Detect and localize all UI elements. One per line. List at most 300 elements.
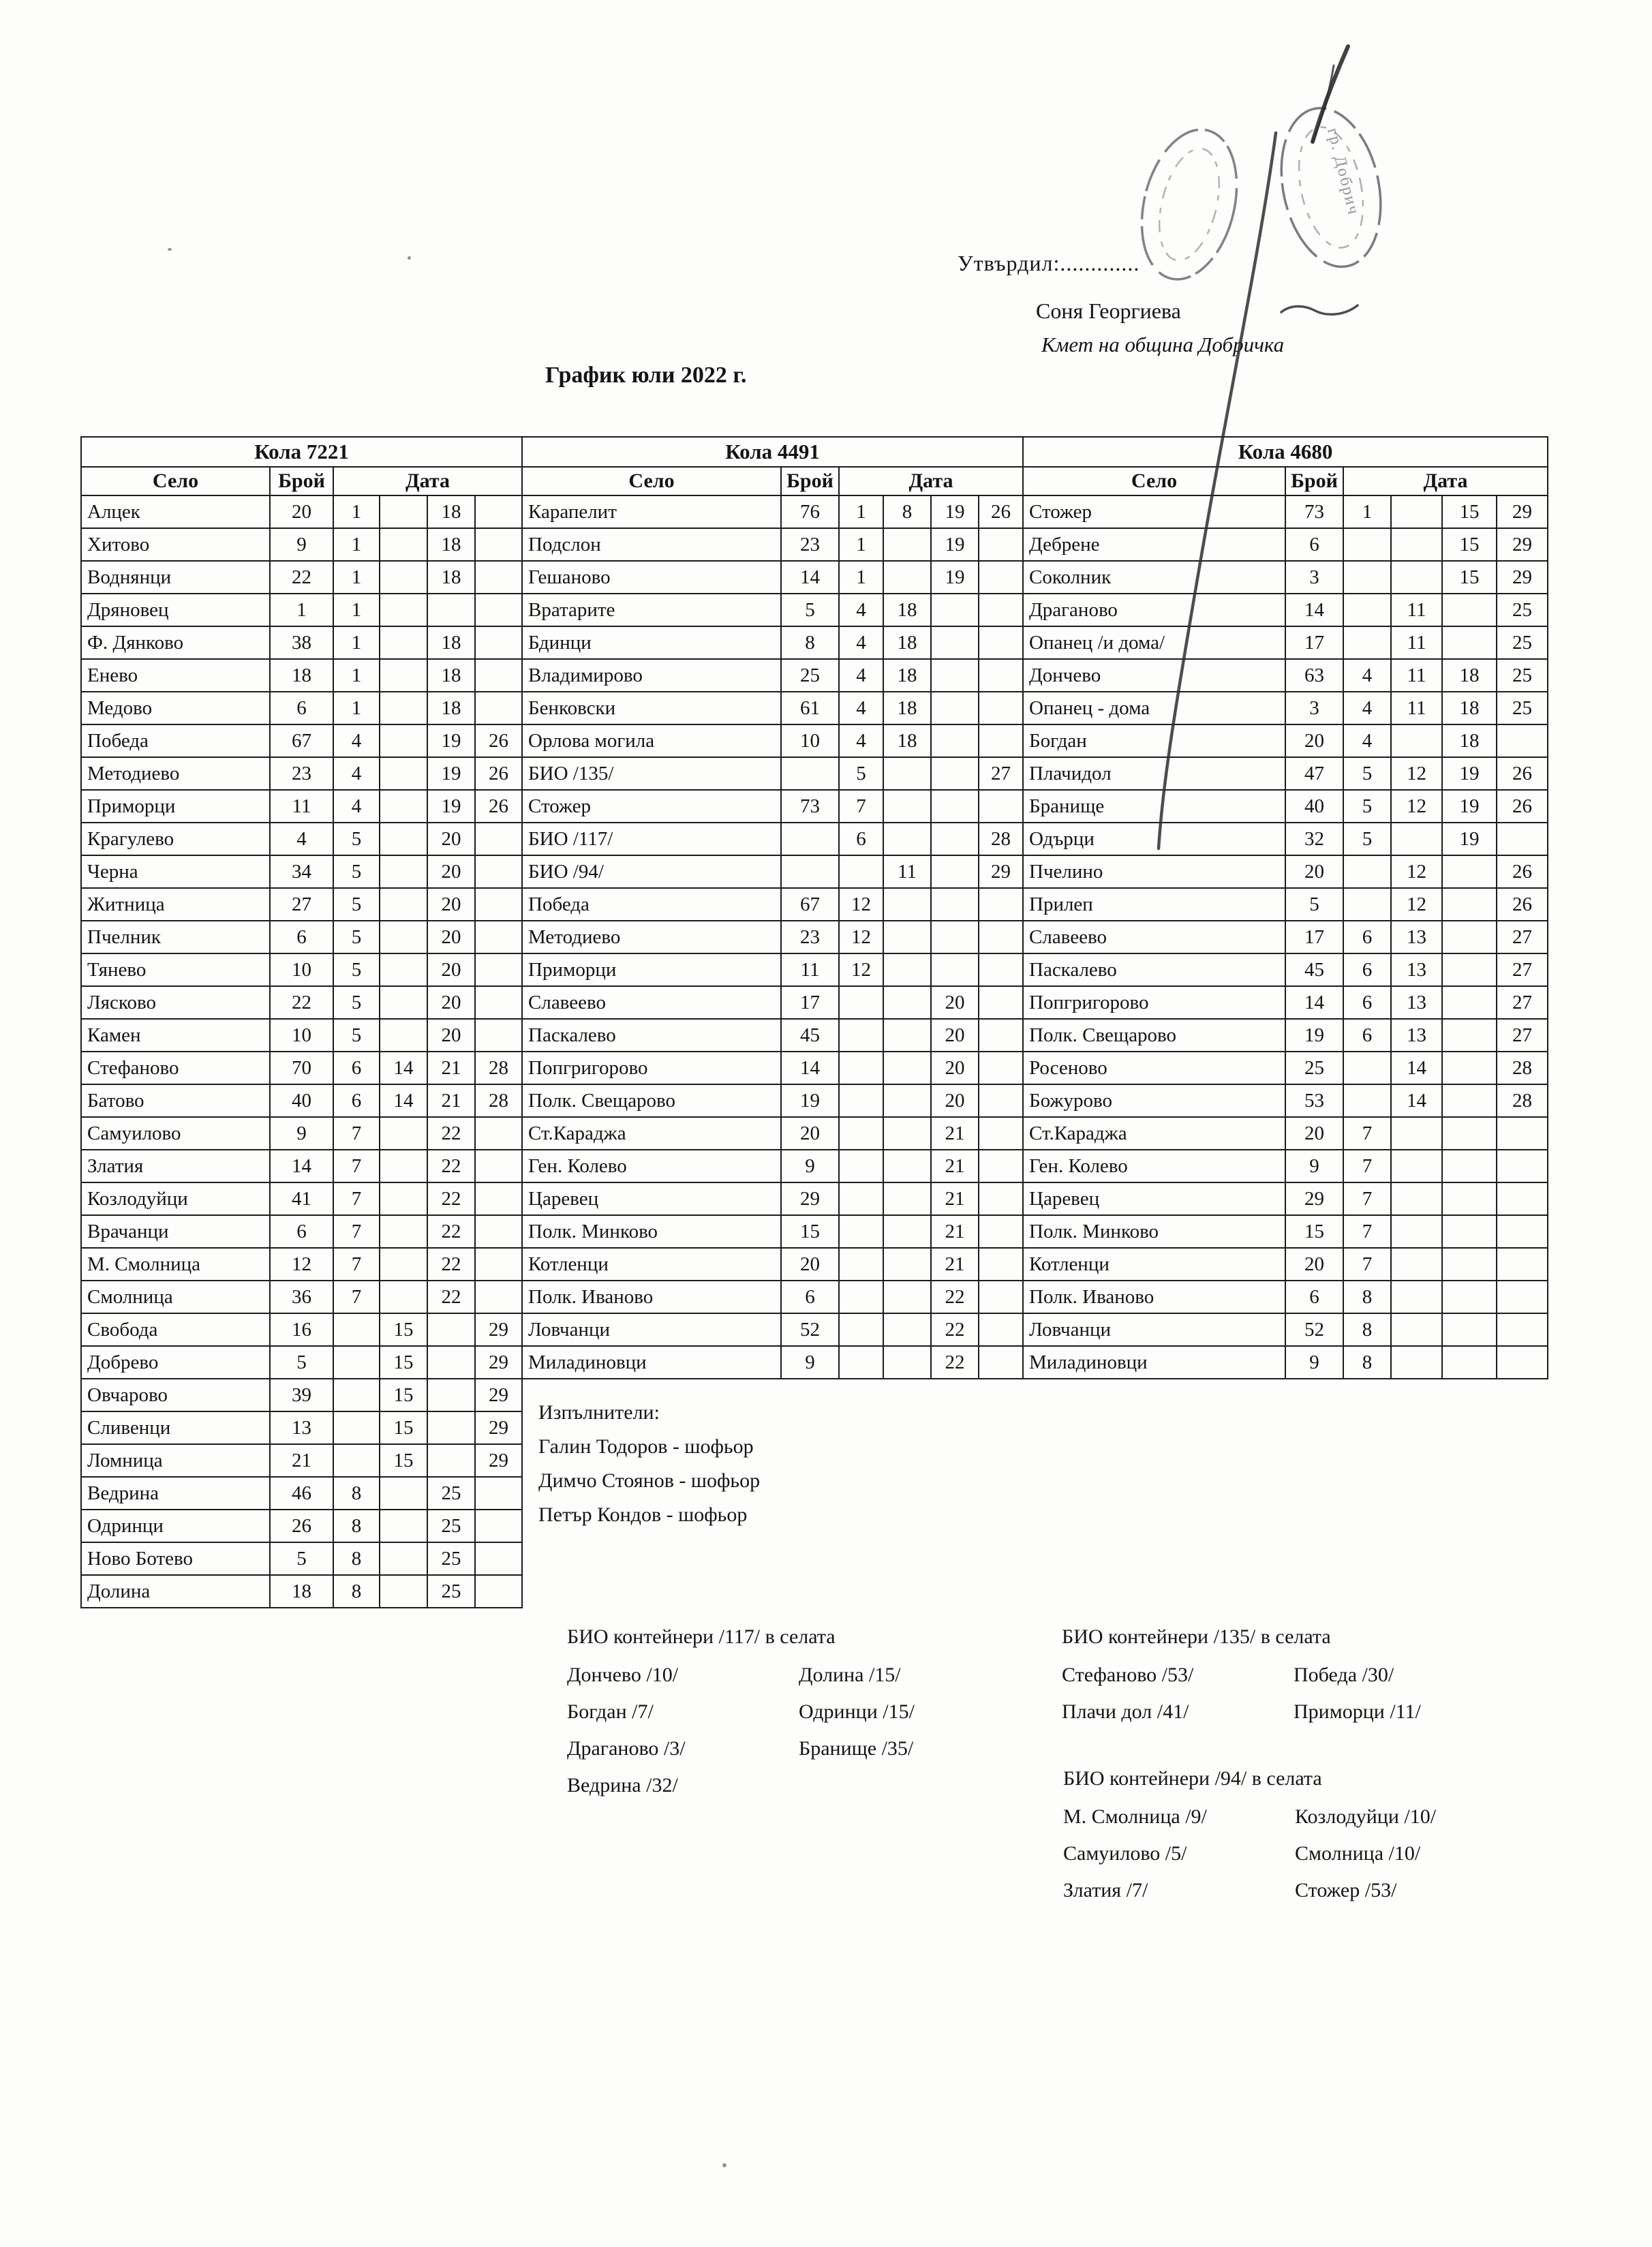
date-cell: 5 (333, 1019, 380, 1052)
count-cell (781, 823, 839, 855)
count-cell: 14 (781, 561, 839, 594)
table-row (522, 1150, 1023, 1182)
village-cell: Ст.Караджа (1023, 1117, 1285, 1150)
village-cell: Златия (81, 1150, 270, 1182)
village-cell: Полк. Свещарово (1023, 1019, 1285, 1052)
count-cell: 5 (270, 1542, 333, 1575)
table-row (522, 528, 1023, 561)
date-cell: 15 (380, 1411, 427, 1444)
table-row (1023, 1281, 1548, 1313)
column-header-row (522, 467, 1023, 495)
table-row (81, 1575, 522, 1608)
date-cell: 7 (333, 1182, 380, 1215)
date-cell (475, 1510, 522, 1542)
date-cell: 8 (333, 1510, 380, 1542)
date-cell: 19 (931, 495, 979, 528)
date-cell (883, 1313, 931, 1346)
date-cell: 5 (333, 855, 380, 888)
date-cell (979, 1084, 1023, 1117)
date-cell: 7 (839, 790, 883, 823)
date-cell: 26 (1497, 790, 1548, 823)
scan-speck (408, 256, 411, 260)
village-cell: Карапелит (522, 495, 781, 528)
date-cell (979, 561, 1023, 594)
village-cell: Одринци (81, 1510, 270, 1542)
table-row (522, 986, 1023, 1019)
village-cell: Гешаново (522, 561, 781, 594)
count-cell: 25 (781, 659, 839, 692)
date-cell (1442, 953, 1497, 986)
date-cell: 13 (1391, 953, 1442, 986)
date-cell (1391, 724, 1442, 757)
date-cell (839, 1281, 883, 1313)
date-cell: 20 (427, 921, 475, 953)
count-cell: 20 (1285, 1117, 1343, 1150)
village-cell: Богдан (1023, 724, 1285, 757)
date-cell (931, 953, 979, 986)
approved-line: Утвърдил:............. (958, 251, 1140, 275)
date-cell: 8 (1343, 1281, 1391, 1313)
date-cell (979, 1182, 1023, 1215)
count-cell: 22 (270, 561, 333, 594)
date-cell (1391, 1182, 1442, 1215)
date-cell: 6 (1343, 1019, 1391, 1052)
date-cell: 12 (1391, 855, 1442, 888)
date-cell (475, 986, 522, 1019)
schedule-table-kola-4680 (1022, 436, 1548, 1379)
col-village: Село (1023, 467, 1285, 495)
date-cell (1442, 855, 1497, 888)
date-cell (979, 790, 1023, 823)
date-cell: 21 (931, 1182, 979, 1215)
date-cell: 15 (380, 1444, 427, 1477)
date-cell: 12 (839, 888, 883, 921)
date-cell (475, 1248, 522, 1281)
date-cell (475, 659, 522, 692)
count-cell: 12 (270, 1248, 333, 1281)
table-row (81, 1084, 522, 1117)
date-cell: 18 (427, 528, 475, 561)
village-cell: Славеево (522, 986, 781, 1019)
village-cell: Добрево (81, 1346, 270, 1379)
date-cell (475, 1281, 522, 1313)
note-row (567, 1664, 1037, 1700)
date-cell (475, 953, 522, 986)
stamp-right (1268, 99, 1394, 276)
table-row (522, 626, 1023, 659)
count-cell: 73 (1285, 495, 1343, 528)
date-cell (1343, 561, 1391, 594)
date-cell (475, 1019, 522, 1052)
table-row (522, 855, 1023, 888)
date-cell (1497, 823, 1548, 855)
date-cell: 1 (333, 692, 380, 724)
date-cell: 4 (1343, 692, 1391, 724)
date-cell: 15 (1442, 495, 1497, 528)
table-row (522, 724, 1023, 757)
count-cell: 76 (781, 495, 839, 528)
note-item: Одринци /15/ (799, 1700, 915, 1723)
date-cell (475, 1575, 522, 1608)
bio-note-117 (567, 1625, 1037, 1811)
village-cell: Воднянци (81, 561, 270, 594)
car-label: Кола 4491 (522, 437, 1023, 467)
count-cell: 9 (1285, 1150, 1343, 1182)
date-cell: 22 (931, 1313, 979, 1346)
table-row (1023, 1182, 1548, 1215)
date-cell: 15 (1442, 561, 1497, 594)
date-cell (475, 1117, 522, 1150)
count-cell: 17 (1285, 626, 1343, 659)
date-cell: 11 (1391, 626, 1442, 659)
table-row (522, 1052, 1023, 1084)
date-cell: 20 (427, 953, 475, 986)
date-cell: 4 (333, 757, 380, 790)
date-cell (839, 1182, 883, 1215)
date-cell: 27 (1497, 921, 1548, 953)
col-count: Брой (1285, 467, 1343, 495)
table-row (81, 659, 522, 692)
note-item: Драганово /3/ (567, 1737, 686, 1760)
date-cell: 4 (333, 790, 380, 823)
date-cell (380, 1215, 427, 1248)
date-cell: 19 (1442, 823, 1497, 855)
table-row (81, 1510, 522, 1542)
column-header-row (1023, 467, 1548, 495)
count-cell: 40 (270, 1084, 333, 1117)
date-cell (979, 1052, 1023, 1084)
count-cell: 5 (270, 1346, 333, 1379)
date-cell (979, 953, 1023, 986)
date-cell (1442, 888, 1497, 921)
date-cell (931, 921, 979, 953)
date-cell: 20 (931, 1084, 979, 1117)
date-cell (1391, 1215, 1442, 1248)
date-cell: 5 (1343, 823, 1391, 855)
date-cell (839, 1346, 883, 1379)
note-item: Приморци /11/ (1294, 1700, 1421, 1723)
date-cell (1442, 1052, 1497, 1084)
note-row (1062, 1700, 1552, 1737)
village-cell: Самуилово (81, 1117, 270, 1150)
table-row (1023, 495, 1548, 528)
car-label: Кола 7221 (81, 437, 522, 467)
table-row (522, 594, 1023, 626)
date-cell (1343, 528, 1391, 561)
date-cell: 22 (427, 1281, 475, 1313)
note-row (567, 1700, 1037, 1737)
date-cell: 7 (1343, 1117, 1391, 1150)
village-cell: Полк. Свещарово (522, 1084, 781, 1117)
date-cell: 13 (1391, 921, 1442, 953)
table-row (81, 1052, 522, 1084)
date-cell: 5 (333, 823, 380, 855)
village-cell: Лясково (81, 986, 270, 1019)
date-cell: 19 (931, 528, 979, 561)
note-row (1063, 1842, 1554, 1879)
village-cell: Подслон (522, 528, 781, 561)
table-row (1023, 1346, 1548, 1379)
date-cell (1391, 495, 1442, 528)
date-cell (1343, 594, 1391, 626)
count-cell: 3 (1285, 692, 1343, 724)
village-cell: Тянево (81, 953, 270, 986)
count-cell: 13 (270, 1411, 333, 1444)
village-cell: Владимирово (522, 659, 781, 692)
count-cell: 20 (1285, 855, 1343, 888)
note-row (1063, 1805, 1554, 1842)
table-row (1023, 986, 1548, 1019)
car-header-row (522, 437, 1023, 467)
village-cell: Плачидол (1023, 757, 1285, 790)
date-cell (380, 921, 427, 953)
village-cell: Методиево (522, 921, 781, 953)
village-cell: Медово (81, 692, 270, 724)
date-cell: 26 (1497, 888, 1548, 921)
date-cell: 20 (427, 1019, 475, 1052)
date-cell: 6 (1343, 921, 1391, 953)
note-item: Дончево /10/ (567, 1664, 679, 1686)
table-row (1023, 921, 1548, 953)
date-cell: 14 (1391, 1084, 1442, 1117)
date-cell (333, 1379, 380, 1411)
date-cell (380, 1281, 427, 1313)
village-cell: Черна (81, 855, 270, 888)
date-cell (1497, 724, 1548, 757)
date-cell (839, 1313, 883, 1346)
date-cell: 26 (475, 724, 522, 757)
village-cell: Опанец /и дома/ (1023, 626, 1285, 659)
date-cell: 18 (883, 724, 931, 757)
col-count: Брой (781, 467, 839, 495)
village-cell: Дончево (1023, 659, 1285, 692)
village-cell: Полк. Иваново (1023, 1281, 1285, 1313)
table-row (81, 495, 522, 528)
executor-line: Петър Кондов - шофьор (538, 1503, 748, 1526)
date-cell: 25 (1497, 659, 1548, 692)
date-cell (979, 1346, 1023, 1379)
date-cell: 18 (883, 692, 931, 724)
date-cell: 18 (427, 561, 475, 594)
date-cell: 22 (427, 1117, 475, 1150)
table-row (81, 528, 522, 561)
date-cell: 20 (427, 823, 475, 855)
date-cell: 7 (1343, 1215, 1391, 1248)
date-cell (380, 1248, 427, 1281)
date-cell: 26 (475, 790, 522, 823)
village-cell: Орлова могила (522, 724, 781, 757)
count-cell: 47 (1285, 757, 1343, 790)
date-cell: 28 (475, 1052, 522, 1084)
date-cell: 29 (475, 1444, 522, 1477)
date-cell: 13 (1391, 1019, 1442, 1052)
date-cell (979, 1281, 1023, 1313)
date-cell: 1 (333, 626, 380, 659)
village-cell: Козлодуйци (81, 1182, 270, 1215)
table-row (81, 1150, 522, 1182)
date-cell (979, 921, 1023, 953)
date-cell: 21 (931, 1248, 979, 1281)
village-cell: Одърци (1023, 823, 1285, 855)
date-cell (883, 986, 931, 1019)
note-item: Смолница /10/ (1295, 1842, 1421, 1865)
date-cell: 18 (427, 692, 475, 724)
table-row (81, 986, 522, 1019)
table-row (1023, 724, 1548, 757)
date-cell (839, 1117, 883, 1150)
date-cell: 19 (427, 757, 475, 790)
date-cell (979, 724, 1023, 757)
date-cell: 1 (333, 495, 380, 528)
date-cell (380, 1575, 427, 1608)
date-cell: 8 (1343, 1346, 1391, 1379)
village-cell: Полк. Иваново (522, 1281, 781, 1313)
date-cell (380, 1019, 427, 1052)
date-cell: 29 (1497, 561, 1548, 594)
date-cell (883, 561, 931, 594)
table-row (81, 1542, 522, 1575)
date-cell: 8 (333, 1542, 380, 1575)
scan-speck (168, 248, 172, 251)
village-cell: Котленци (1023, 1248, 1285, 1281)
date-cell (839, 1084, 883, 1117)
village-cell: Ломница (81, 1444, 270, 1477)
table-row (81, 561, 522, 594)
date-cell (380, 855, 427, 888)
date-cell (979, 1150, 1023, 1182)
car-header-row (81, 437, 522, 467)
table-row (1023, 659, 1548, 692)
count-cell: 6 (1285, 1281, 1343, 1313)
date-cell: 1 (333, 594, 380, 626)
executors-title: Изпълнители: (538, 1401, 660, 1424)
date-cell (475, 626, 522, 659)
count-cell: 52 (781, 1313, 839, 1346)
date-cell: 19 (427, 724, 475, 757)
date-cell: 20 (427, 986, 475, 1019)
table-row (81, 1215, 522, 1248)
date-cell: 25 (427, 1542, 475, 1575)
date-cell (883, 921, 931, 953)
date-cell: 22 (427, 1150, 475, 1182)
village-cell: Дебрене (1023, 528, 1285, 561)
date-cell (1343, 888, 1391, 921)
table-row (81, 1019, 522, 1052)
count-cell: 27 (270, 888, 333, 921)
count-cell: 22 (270, 986, 333, 1019)
count-cell: 36 (270, 1281, 333, 1313)
village-cell: Житница (81, 888, 270, 921)
table-row (522, 495, 1023, 528)
date-cell: 7 (1343, 1182, 1391, 1215)
date-cell (380, 1150, 427, 1182)
date-cell (1497, 1150, 1548, 1182)
table-row (81, 1117, 522, 1150)
village-cell: Сливенци (81, 1411, 270, 1444)
column-header-row (81, 467, 522, 495)
count-cell: 9 (270, 528, 333, 561)
date-cell: 18 (1442, 724, 1497, 757)
table-row (522, 1215, 1023, 1248)
date-cell (427, 1313, 475, 1346)
date-cell: 6 (839, 823, 883, 855)
date-cell (380, 495, 427, 528)
count-cell: 52 (1285, 1313, 1343, 1346)
date-cell (1442, 921, 1497, 953)
count-cell: 14 (1285, 594, 1343, 626)
count-cell: 23 (781, 921, 839, 953)
date-cell (475, 692, 522, 724)
village-cell: М. Смолница (81, 1248, 270, 1281)
date-cell: 5 (333, 921, 380, 953)
date-cell: 15 (1442, 528, 1497, 561)
date-cell (1442, 1281, 1497, 1313)
date-cell: 19 (931, 561, 979, 594)
table-row (1023, 757, 1548, 790)
table-row (81, 953, 522, 986)
date-cell: 4 (839, 626, 883, 659)
col-village: Село (522, 467, 781, 495)
count-cell: 21 (270, 1444, 333, 1477)
date-cell (475, 1542, 522, 1575)
note-item: Козлодуйци /10/ (1295, 1805, 1437, 1828)
date-cell: 5 (1343, 790, 1391, 823)
date-cell: 5 (839, 757, 883, 790)
count-cell: 10 (270, 953, 333, 986)
count-cell: 4 (270, 823, 333, 855)
date-cell: 14 (380, 1084, 427, 1117)
date-cell: 8 (333, 1575, 380, 1608)
village-cell: Божурово (1023, 1084, 1285, 1117)
date-cell (1391, 1150, 1442, 1182)
village-cell: Врачанци (81, 1215, 270, 1248)
date-cell (1442, 1313, 1497, 1346)
count-cell: 46 (270, 1477, 333, 1510)
date-cell (1391, 1346, 1442, 1379)
count-cell: 14 (270, 1150, 333, 1182)
date-cell (979, 1019, 1023, 1052)
date-cell: 8 (883, 495, 931, 528)
date-cell (883, 953, 931, 986)
table-row (1023, 1052, 1548, 1084)
date-cell: 22 (931, 1281, 979, 1313)
count-cell: 20 (1285, 1248, 1343, 1281)
note-item: Бранище /35/ (799, 1737, 914, 1760)
date-cell: 5 (333, 986, 380, 1019)
date-cell (380, 986, 427, 1019)
table-row (81, 921, 522, 953)
count-cell: 6 (1285, 528, 1343, 561)
date-cell: 14 (380, 1052, 427, 1084)
date-cell (380, 823, 427, 855)
date-cell: 1 (839, 495, 883, 528)
village-cell: Приморци (522, 953, 781, 986)
table-row (81, 757, 522, 790)
village-cell: БИО /117/ (522, 823, 781, 855)
village-cell: Росеново (1023, 1052, 1285, 1084)
date-cell (931, 692, 979, 724)
date-cell (931, 823, 979, 855)
stamp-left (1127, 119, 1251, 289)
count-cell: 6 (781, 1281, 839, 1313)
count-cell: 8 (781, 626, 839, 659)
date-cell (1391, 1281, 1442, 1313)
date-cell: 1 (839, 561, 883, 594)
village-cell: Долина (81, 1575, 270, 1608)
table-row (522, 888, 1023, 921)
village-cell: Стожер (522, 790, 781, 823)
village-cell: Овчарово (81, 1379, 270, 1411)
